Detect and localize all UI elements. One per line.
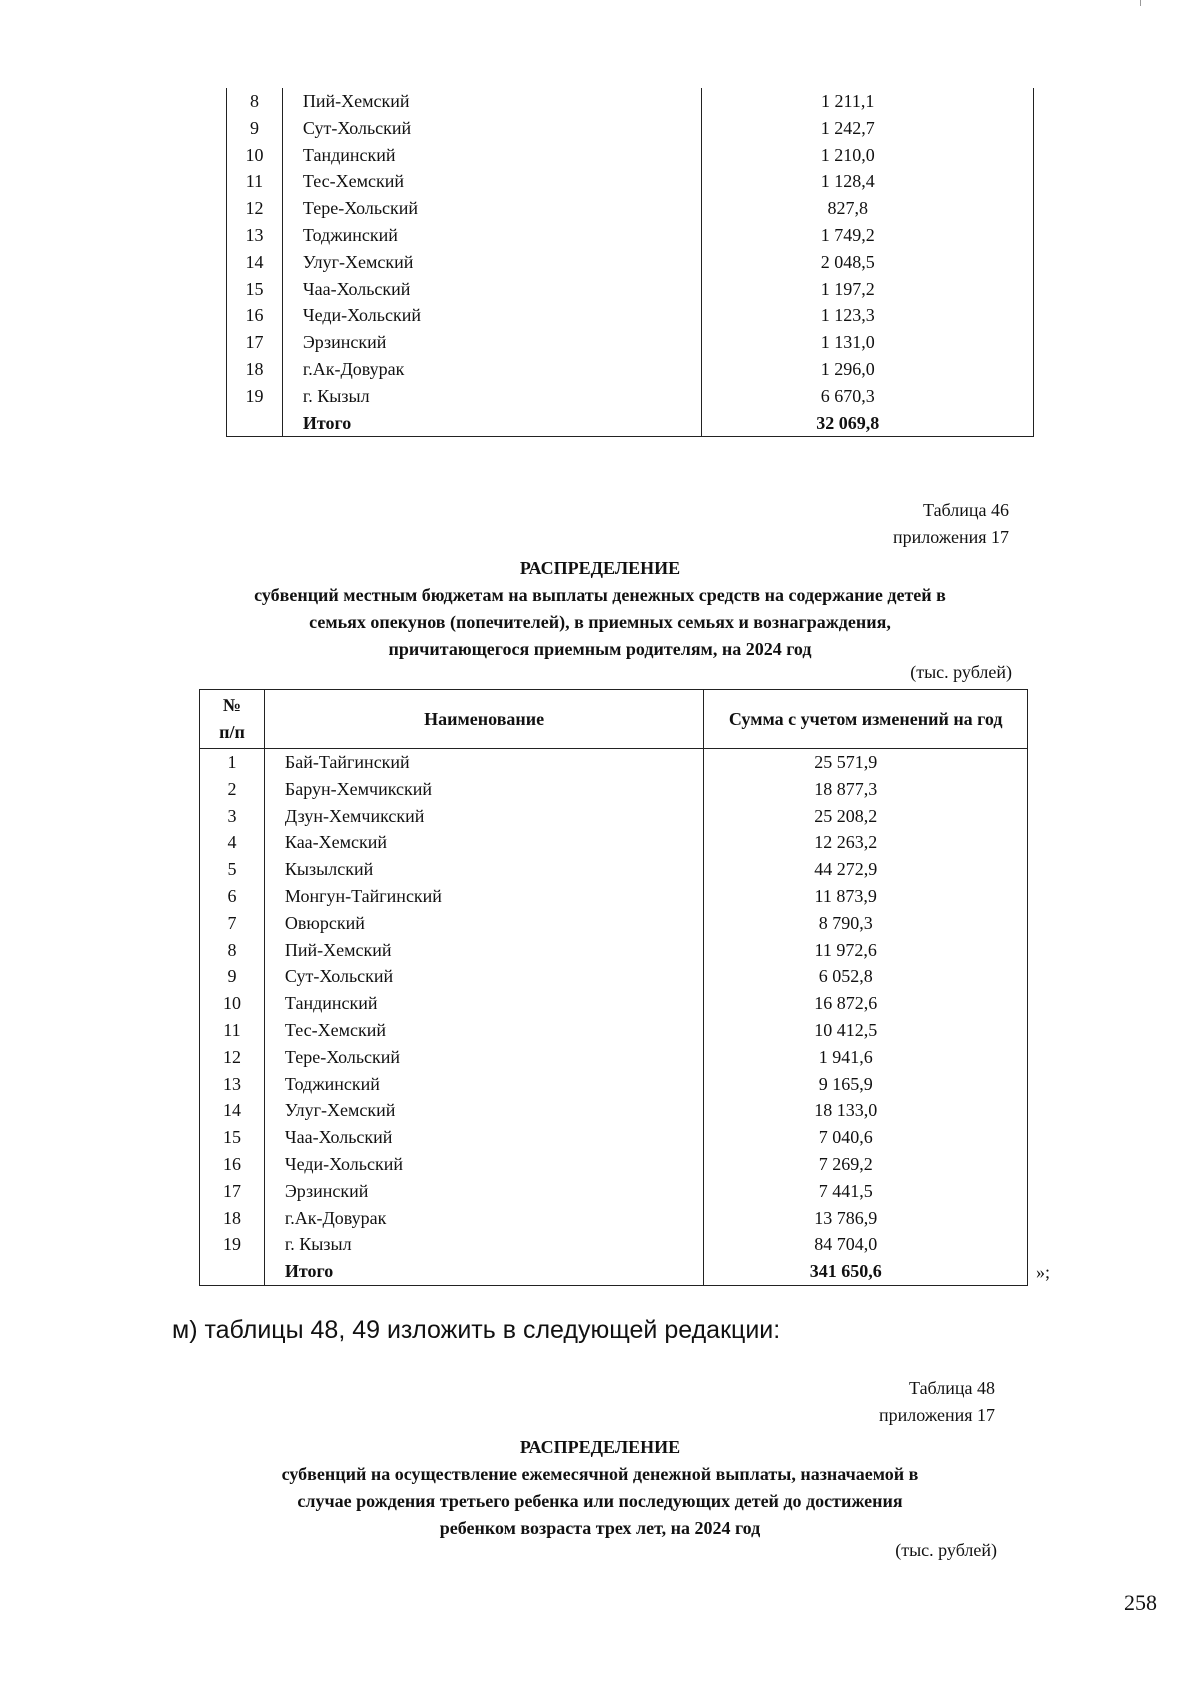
row-name: Чеди-Хольский [282,302,701,329]
row-value: 1 296,0 [702,356,1034,383]
table-row [200,883,1028,910]
table-row [200,963,1028,990]
row-value: 1 210,0 [702,142,1034,169]
row-number: 8 [200,937,265,964]
row-name: Монгун-Тайгинский [264,883,703,910]
row-number: 17 [227,329,283,356]
table-45-tail [226,88,1034,437]
row-value: 18 133,0 [704,1097,1028,1124]
table-48-heading: РАСПРЕДЕЛЕНИЕ [519,1437,681,1457]
row-number: 15 [227,276,283,303]
row-value: 16 872,6 [704,990,1028,1017]
table-row [227,383,1034,410]
table-row [200,1178,1028,1205]
scan-edge-mark [1140,0,1141,6]
row-number: 7 [200,910,265,937]
table-46-subtitle-1: субвенций местным бюджетам на выплаты денежных средств на содержание детей в [254,585,946,605]
row-number: 19 [200,1231,265,1258]
table-48-title-block [150,1434,1050,1542]
table-row [200,990,1028,1017]
row-number: 4 [200,829,265,856]
table-row [200,1151,1028,1178]
row-value: 25 571,9 [704,749,1028,776]
row-number: 6 [200,883,265,910]
row-value: 10 412,5 [704,1017,1028,1044]
total-label: Итого [264,1258,703,1285]
table-46-heading: РАСПРЕДЕЛЕНИЕ [519,558,681,578]
row-name: Эрзинский [282,329,701,356]
row-name: Тоджинский [282,222,701,249]
row-number: 2 [200,776,265,803]
row-number: 13 [227,222,283,249]
table-row [200,1231,1028,1258]
row-number: 12 [227,195,283,222]
table-row [227,222,1034,249]
table-row [200,910,1028,937]
row-value: 2 048,5 [702,249,1034,276]
row-value: 1 128,4 [702,168,1034,195]
row-number: 13 [200,1071,265,1098]
table-46-number: Таблица 46 [923,500,1009,520]
total-row [200,1258,1028,1285]
row-number: 11 [227,168,283,195]
row-number: 3 [200,803,265,830]
row-number: 1 [200,749,265,776]
table-row [200,1097,1028,1124]
row-value: 1 211,1 [702,88,1034,115]
table-row [200,856,1028,883]
row-value: 7 040,6 [704,1124,1028,1151]
page-number: 258 [1124,1590,1157,1615]
table-row [227,115,1034,142]
row-name: г.Ак-Довурак [264,1205,703,1232]
row-value: 6 670,3 [702,383,1034,410]
row-name: Тере-Хольский [264,1044,703,1071]
table-row [227,168,1034,195]
row-number: 17 [200,1178,265,1205]
row-name: Тоджинский [264,1071,703,1098]
row-number: 18 [200,1205,265,1232]
row-number: 10 [227,142,283,169]
table-row [227,329,1034,356]
row-value: 6 052,8 [704,963,1028,990]
col-header-number: № п/п [200,690,265,749]
row-number: 5 [200,856,265,883]
total-number-cell [227,410,283,437]
row-name: Чаа-Хольский [282,276,701,303]
table-row [227,356,1034,383]
row-name: Тере-Хольский [282,195,701,222]
row-name: Улуг-Хемский [264,1097,703,1124]
row-name: Тандинский [264,990,703,1017]
table-row [200,829,1028,856]
total-label: Итого [282,410,701,437]
row-value: 7 441,5 [704,1178,1028,1205]
row-name: г.Ак-Довурак [282,356,701,383]
row-name: Улуг-Хемский [282,249,701,276]
row-name: Пий-Хемский [264,937,703,964]
row-value: 9 165,9 [704,1071,1028,1098]
row-name: Сут-Хольский [282,115,701,142]
total-number-cell [200,1258,265,1285]
table-row [200,1071,1028,1098]
row-number: 14 [227,249,283,276]
row-name: Тес-Хемский [282,168,701,195]
table-row [200,749,1028,776]
row-number: 14 [200,1097,265,1124]
row-value: 11 873,9 [704,883,1028,910]
row-value: 12 263,2 [704,829,1028,856]
row-name: Чеди-Хольский [264,1151,703,1178]
table-46 [199,689,1028,1286]
row-name: Овюрский [264,910,703,937]
table-row [200,776,1028,803]
table-48-number: Таблица 48 [909,1378,995,1398]
row-number: 11 [200,1017,265,1044]
row-value: 827,8 [702,195,1034,222]
row-number: 8 [227,88,283,115]
row-number: 10 [200,990,265,1017]
table-46-caption [700,497,1009,551]
row-value: 25 208,2 [704,803,1028,830]
row-name: г. Кызыл [264,1231,703,1258]
row-value: 11 972,6 [704,937,1028,964]
table-48-subtitle-1: субвенций на осуществление ежемесячной денежной выплаты, назначаемой в [281,1464,919,1484]
total-value: 341 650,6 [704,1258,1028,1285]
table-48-subtitle-3: ребенком возраста трех лет, на 2024 год [439,1518,761,1538]
table-row [200,937,1028,964]
row-name: Сут-Хольский [264,963,703,990]
total-value: 32 069,8 [702,410,1034,437]
closing-quote-mark: »; [1036,1262,1051,1282]
row-name: Тандинский [282,142,701,169]
table-row [227,88,1034,115]
table-46-appendix: приложения 17 [892,527,1009,547]
row-name: г. Кызыл [282,383,701,410]
table-row [227,195,1034,222]
row-value: 1 749,2 [702,222,1034,249]
row-number: 15 [200,1124,265,1151]
row-value: 84 704,0 [704,1231,1028,1258]
row-number: 19 [227,383,283,410]
table-46-header-row [200,690,1028,749]
row-value: 44 272,9 [704,856,1028,883]
row-name: Тес-Хемский [264,1017,703,1044]
row-name: Дзун-Хемчикский [264,803,703,830]
row-value: 1 197,2 [702,276,1034,303]
row-value: 1 123,3 [702,302,1034,329]
row-name: Чаа-Хольский [264,1124,703,1151]
row-name: Бай-Тайгинский [264,749,703,776]
table-row [227,276,1034,303]
row-number: 16 [200,1151,265,1178]
table-row [200,1044,1028,1071]
table-row [200,1205,1028,1232]
row-name: Пий-Хемский [282,88,701,115]
col-header-name: Наименование [264,690,703,749]
table-48-subtitle-2: случае рождения третьего ребенка или последующих детей до достижения [297,1491,903,1511]
row-value: 1 941,6 [704,1044,1028,1071]
row-number: 18 [227,356,283,383]
row-value: 1 131,0 [702,329,1034,356]
table-row [227,249,1034,276]
table-48-appendix: приложения 17 [878,1405,995,1425]
total-row [227,410,1034,437]
row-value: 13 786,9 [704,1205,1028,1232]
row-number: 9 [200,963,265,990]
table-row [200,803,1028,830]
row-number: 16 [227,302,283,329]
row-value: 18 877,3 [704,776,1028,803]
row-number: 9 [227,115,283,142]
table-46-unit: (тыс. рублей) [910,662,1012,682]
row-name: Барун-Хемчикский [264,776,703,803]
row-name: Каа-Хемский [264,829,703,856]
table-row [227,142,1034,169]
row-value: 1 242,7 [702,115,1034,142]
table-46-subtitle-3: причитающегося приемным родителям, на 2024 год [388,639,812,659]
row-name: Эрзинский [264,1178,703,1205]
row-number: 12 [200,1044,265,1071]
table-48-caption [700,1375,995,1429]
table-46-subtitle-2: семьях опекунов (попечителей), в приемных семьях и вознаграждения, [309,612,891,632]
table-row [200,1017,1028,1044]
table-row [200,1124,1028,1151]
col-header-value: Сумма с учетом изменений на год [704,690,1028,749]
amendment-instruction: м) таблицы 48, 49 изложить в следующей редакции: [172,1316,781,1344]
row-name: Кызылский [264,856,703,883]
table-46-title-block [150,555,1050,663]
row-value: 8 790,3 [704,910,1028,937]
table-row [227,302,1034,329]
row-value: 7 269,2 [704,1151,1028,1178]
table-48-unit: (тыс. рублей) [895,1540,997,1560]
